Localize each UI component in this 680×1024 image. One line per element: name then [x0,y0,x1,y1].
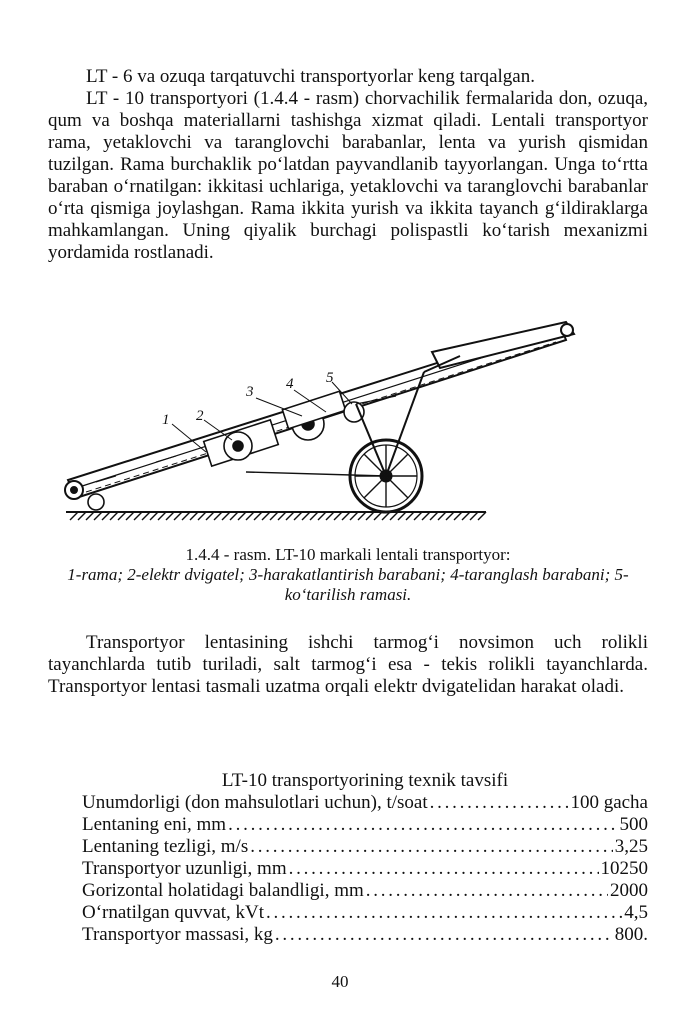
spec-row [82,792,648,814]
spec-label: O‘rnatilgan quvvat, kVt [82,902,265,923]
hatch-line [238,512,246,520]
spec-label: Lentaning tezligi, m/s [82,836,249,857]
figure-caption [48,545,648,605]
hatch-line [454,512,462,520]
hatch-line [406,512,414,520]
hatch-line [262,512,270,520]
spec-value: 4,5 [624,902,648,923]
hatch-line [158,512,166,520]
hatch-line [102,512,110,520]
hatch-line [342,512,350,520]
spec-row [82,902,648,924]
label-3: 3 [246,384,254,400]
hatch-line [134,512,142,520]
hatch-line [86,512,94,520]
dot-leader [275,924,613,946]
spec-row [82,814,648,836]
hatch-line [230,512,238,520]
spec-label: Transportyor uzunligi, mm [82,858,287,879]
hatch-line [294,512,302,520]
hatch-line [70,512,78,520]
hatch-line [390,512,398,520]
hatch-line [318,512,326,520]
hatch-line [302,512,310,520]
hatch-line [94,512,102,520]
support-wheel [88,494,104,510]
hatch-line [422,512,430,520]
spec-value: 500 [619,814,648,835]
hatch-line [254,512,262,520]
spec-label: Unumdorligi (don mahsulotlari uchun), t/soat [82,792,428,813]
hatch-line [222,512,230,520]
hatch-line [310,512,318,520]
hatch-line [166,512,174,520]
hatch-line [190,512,198,520]
hatch-line [174,512,182,520]
dot-leader [366,880,608,902]
intro-paragraphs [48,66,648,264]
belt-paragraph [48,632,648,698]
wheel-spoke [364,454,386,476]
hatch-line [118,512,126,520]
dot-leader [266,902,622,924]
hatch-line [286,512,294,520]
hatch-line [198,512,206,520]
spec-label: Transportyor massasi, kg [82,924,273,945]
spec-row [82,880,648,902]
conveyor-illustration [56,312,616,532]
dot-leader [430,792,569,814]
spec-value: 800. [614,924,648,945]
hatch-line [358,512,366,520]
hatch-line [462,512,470,520]
label-4: 4 [286,376,294,392]
dot-leader [228,814,617,836]
ground-hatching [66,512,486,520]
technical-specs [82,770,648,946]
hatch-line [478,512,486,520]
hatch-line [398,512,406,520]
wheel-spoke [386,476,408,498]
specs-title: LT-10 transportyorining texnik tavsifi [221,770,509,791]
label-1: 1 [162,412,170,428]
hatch-line [430,512,438,520]
label-2: 2 [196,408,204,424]
hatch-line [446,512,454,520]
hatch-line [334,512,342,520]
hatch-line [270,512,278,520]
label-5: 5 [326,370,334,386]
hatch-line [78,512,86,520]
hatch-line [206,512,214,520]
dot-leader [250,836,613,858]
hatch-line [278,512,286,520]
hatch-line [374,512,382,520]
hatch-line [470,512,478,520]
spec-value: 10250 [600,858,648,879]
paragraph-belt-support: Transportyor lentasining ishchi tarmog‘i novsimon uch rolikli tayanchlarda tutib turiladi, salt tarmog‘i esa - tekis rolikli tayanchlarda. Transportyor lentasi tasmali uzatma orqali elektr dvigatelidan harakat oladi. [48,632,648,697]
hatch-line [110,512,118,520]
dot-leader [289,858,599,880]
hatch-line [150,512,158,520]
spec-label: Lentaning eni, mm [82,814,227,835]
spec-row [82,924,648,946]
hatch-line [182,512,190,520]
hatch-line [326,512,334,520]
hatch-line [246,512,254,520]
paragraph-lt10-description: LT - 10 transportyori (1.4.4 - rasm) chorvachilik fermalarida don, ozuqa, qum va boshqa materiallarni tashishga xizmat qiladi. Lentali transportyor rama, yetaklovchi va taranglovchi barabanlar, lenta va yurish qismidan tuzilgan. Rama burchaklik po‘latdan payvandlanib tayyorlangan. Unga to‘rtta baraban o‘rnatilgan: ikkitasi uchlariga, yetaklovchi va taranglovchi barabanlar o‘rta qismiga joylashgan. Rama ikkita yurish va ikkita tayanch g‘ildiraklarga mahkamlangan. Uning qiyalik burchagi polispastli ko‘tarish mexanizmi yordamida rostlanadi. [48,88,648,263]
caption-parts: 1-rama; 2-elektr dvigatel; 3-harakatlantirish barabani; 4-taranglash barabani; 5-ko‘tarilish ramasi. [67,565,629,604]
hatch-line [350,512,358,520]
hatch-line [438,512,446,520]
hatch-line [414,512,422,520]
transport-wheel [350,440,422,512]
spec-row [82,858,648,880]
spec-label: Gorizontal holatidagi balandligi, mm [82,880,364,901]
hatch-line [366,512,374,520]
page-number: 40 [331,972,349,991]
paragraph-line-lt6: LT - 6 va ozuqa tarqatuvchi transportyorlar keng tarqalgan. [86,66,535,87]
spec-value: 100 gacha [570,792,648,813]
wheel-spoke [364,476,386,498]
caption-title: 1.4.4 - rasm. LT-10 markali lentali transportyor: [185,545,511,564]
spec-value: 3,25 [614,836,648,857]
spec-value: 2000 [610,880,648,901]
hatch-line [142,512,150,520]
spec-row [82,836,648,858]
hatch-line [126,512,134,520]
hatch-line [214,512,222,520]
